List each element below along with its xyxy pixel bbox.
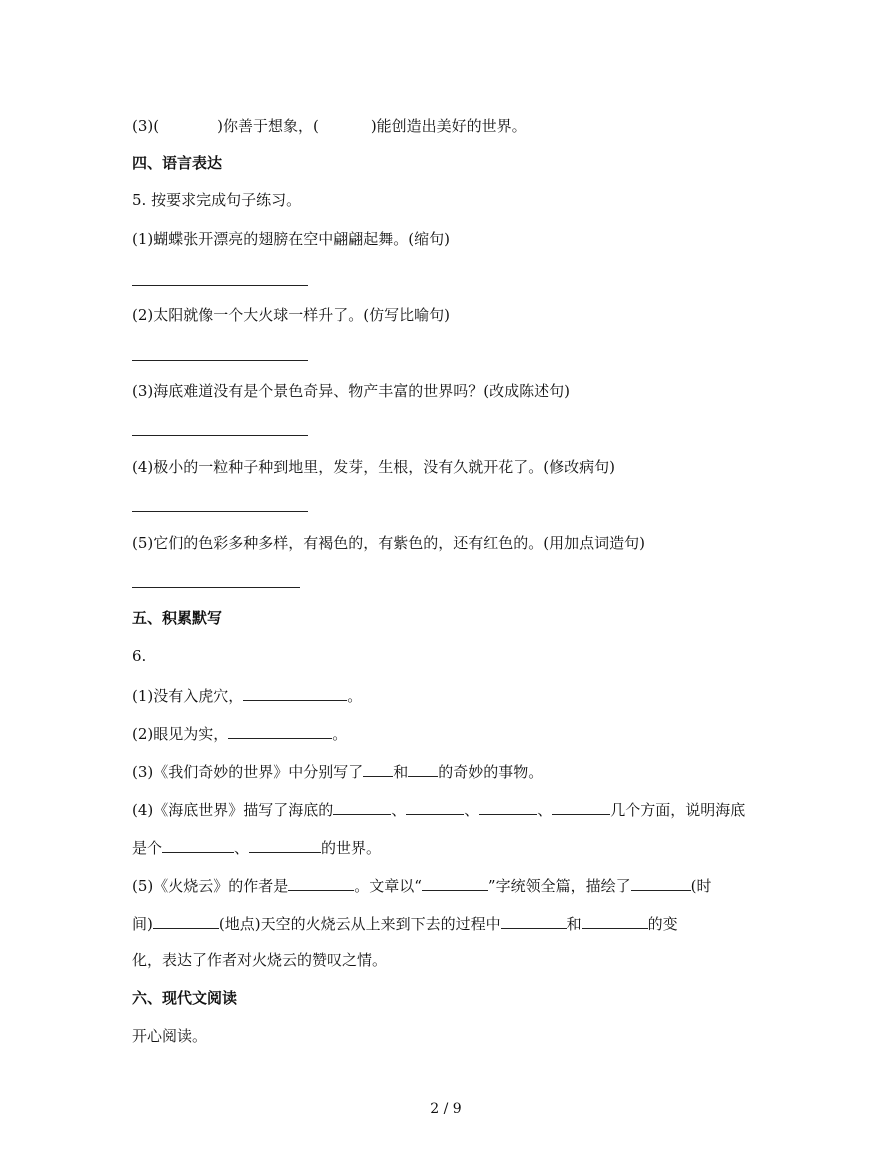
- text: 、: [391, 801, 407, 819]
- fill-blank[interactable]: [363, 760, 393, 777]
- text: 和: [566, 915, 582, 933]
- fill-blank[interactable]: [162, 836, 234, 853]
- text: 和: [393, 763, 409, 781]
- q6-item-4-line-1: [132, 798, 745, 820]
- text: (4)《海底世界》描写了海底的: [132, 801, 334, 819]
- text: 的奇妙的事物。: [438, 763, 544, 781]
- fill-blank[interactable]: [333, 798, 391, 815]
- fill-blank[interactable]: [228, 722, 332, 739]
- fill-blank[interactable]: [153, 912, 219, 929]
- text: (1)没有入虎穴，: [132, 687, 244, 705]
- fill-blank[interactable]: [631, 874, 691, 891]
- answer-line[interactable]: [132, 435, 308, 436]
- text: (时: [690, 877, 712, 895]
- answer-line[interactable]: [132, 285, 308, 286]
- text: (3)(: [132, 117, 160, 135]
- text: 的变: [647, 915, 678, 933]
- q6-item-3: [132, 760, 543, 782]
- q6-item-5-line-3: 化，表达了作者对火烧云的赞叹之情。: [132, 951, 388, 969]
- section-title-5: 五、积累默写: [132, 609, 223, 627]
- text: 几个方面，说明海底: [610, 801, 746, 819]
- fill-blank[interactable]: [243, 684, 347, 701]
- q5-item-4: (4)极小的一粒种子种到地里，发芽，生根，没有久就开花了。(修改病句): [132, 458, 615, 476]
- text: 、: [537, 801, 553, 819]
- text: (5)《火烧云》的作者是: [132, 877, 289, 895]
- text: 。: [347, 687, 363, 705]
- fill-blank[interactable]: [582, 912, 648, 929]
- q5-item-5: (5)它们的色彩多种多样，有褐色的，有紫色的，还有红色的。(用加点词造句): [132, 534, 645, 552]
- text: ”字统领全篇，描绘了: [487, 877, 631, 895]
- text: 、: [464, 801, 480, 819]
- question-5-title: 5. 按要求完成句子练习。: [132, 191, 302, 209]
- text: (3)《我们奇妙的世界》中分别写了: [132, 763, 364, 781]
- answer-line[interactable]: [132, 511, 308, 512]
- fill-blank[interactable]: [288, 874, 354, 891]
- fill-blank[interactable]: [479, 798, 537, 815]
- text: 间): [132, 915, 153, 933]
- fill-blank[interactable]: [249, 836, 321, 853]
- q5-item-1: (1)蝴蝶张开漂亮的翅膀在空中翩翩起舞。(缩句): [132, 230, 450, 248]
- fill-blank[interactable]: [552, 798, 610, 815]
- q6-item-2: [132, 722, 347, 744]
- page-number: 2 / 9: [430, 1101, 462, 1117]
- q3-item-3: [132, 116, 527, 136]
- text: (2)眼见为实，: [132, 725, 229, 743]
- fill-blank[interactable]: [501, 912, 567, 929]
- answer-line[interactable]: [132, 587, 300, 588]
- fill-blank[interactable]: [408, 760, 438, 777]
- fill-blank[interactable]: [406, 798, 464, 815]
- text: 是个: [132, 839, 163, 857]
- text: 。文章以“: [354, 877, 422, 895]
- section-title-4: 四、语言表达: [132, 154, 223, 172]
- q6-item-5-line-2: [132, 912, 678, 934]
- question-6-number: 6.: [132, 647, 147, 665]
- text: 、: [234, 839, 250, 857]
- text: 。: [332, 725, 348, 743]
- q5-item-2: (2)太阳就像一个大火球一样升了。(仿写比喻句): [132, 306, 450, 324]
- fill-blank[interactable]: [422, 874, 488, 891]
- section-title-6: 六、现代文阅读: [132, 989, 238, 1007]
- text: (地点)天空的火烧云从上来到下去的过程中: [218, 915, 501, 933]
- q6-item-4-line-2: [132, 836, 381, 858]
- text: 的世界。: [321, 839, 382, 857]
- q6-item-1: [132, 684, 362, 706]
- answer-line[interactable]: [132, 360, 308, 361]
- text: )能创造出美好的世界。: [370, 117, 527, 135]
- q5-item-3: (3)海底难道没有是个景色奇异、物产丰富的世界吗？(改成陈述句): [132, 382, 570, 400]
- reading-intro: 开心阅读。: [132, 1027, 208, 1045]
- text: )你善于想象，(: [217, 117, 319, 135]
- q6-item-5-line-1: [132, 874, 711, 896]
